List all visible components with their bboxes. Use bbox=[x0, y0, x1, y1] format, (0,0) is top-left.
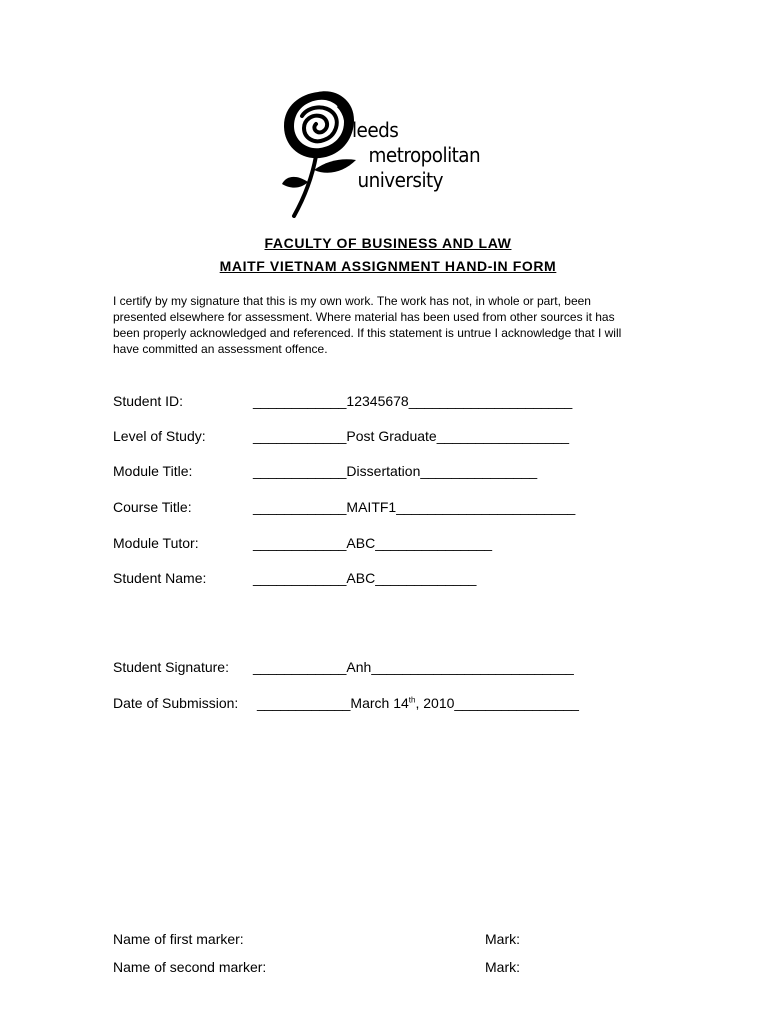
field-label: Date of Submission: bbox=[113, 695, 239, 711]
rose-icon bbox=[278, 86, 358, 218]
first-mark-label: Mark: bbox=[485, 931, 520, 947]
university-logo bbox=[278, 86, 518, 218]
field-label: Level of Study: bbox=[113, 428, 206, 444]
student-id-row bbox=[113, 393, 572, 409]
form-title: MAITF VIETNAM ASSIGNMENT HAND-IN FORM bbox=[219, 258, 557, 274]
certification-line: have committed an assessment offence. bbox=[113, 342, 328, 356]
module-tutor-value[interactable]: ____________ABC_______________ bbox=[253, 535, 493, 551]
course-title-value[interactable]: ____________MAITF1_______________________ bbox=[253, 499, 576, 515]
field-label: Course Title: bbox=[113, 499, 192, 515]
date-text-end: , 2010________________ bbox=[415, 695, 579, 711]
course-title-row bbox=[113, 499, 575, 515]
level-of-study-row bbox=[113, 428, 569, 444]
field-label: Module Tutor: bbox=[113, 535, 199, 551]
module-tutor-row bbox=[113, 535, 492, 551]
date-of-submission-row bbox=[113, 695, 579, 711]
field-label: Student ID: bbox=[113, 393, 184, 409]
logo-line-1: leeds bbox=[352, 118, 399, 142]
certification-line: been properly acknowledged and referenced. If this statement is untrue I acknowledge that I will bbox=[113, 326, 622, 340]
student-name-value[interactable]: ____________ABC_____________ bbox=[253, 570, 477, 586]
logo-line-2: metropolitan bbox=[368, 143, 481, 167]
field-label: Student Signature: bbox=[113, 659, 229, 675]
field-label: Student Name: bbox=[113, 570, 207, 586]
logo-line-3: university bbox=[357, 168, 444, 192]
student-signature-value[interactable]: ____________Anh__________________________ bbox=[253, 659, 574, 675]
certification-statement bbox=[113, 293, 673, 357]
level-of-study-value[interactable]: ____________Post Graduate_________________ bbox=[253, 428, 570, 444]
university-name bbox=[352, 118, 480, 193]
module-title-row bbox=[113, 463, 537, 479]
ordinal-suffix: th bbox=[408, 695, 416, 705]
field-label: Module Title: bbox=[113, 463, 193, 479]
certification-line: presented elsewhere for assessment. Where material has been used from other sources it has bbox=[113, 310, 615, 324]
date-of-submission-value[interactable] bbox=[257, 695, 579, 711]
student-signature-row bbox=[113, 659, 574, 675]
student-name-row bbox=[113, 570, 476, 586]
module-title-value[interactable]: ____________Dissertation_______________ bbox=[253, 463, 538, 479]
second-mark-label: Mark: bbox=[485, 959, 520, 975]
student-id-value[interactable]: ____________12345678_____________________ bbox=[253, 393, 573, 409]
certification-line: I certify by my signature that this is my own work. The work has not, in whole or part, been bbox=[113, 294, 591, 308]
first-marker-label: Name of first marker: bbox=[113, 931, 244, 947]
faculty-heading: FACULTY OF BUSINESS AND LAW bbox=[264, 235, 512, 251]
date-text: ____________March 14 bbox=[257, 695, 409, 711]
second-marker-label: Name of second marker: bbox=[113, 959, 267, 975]
